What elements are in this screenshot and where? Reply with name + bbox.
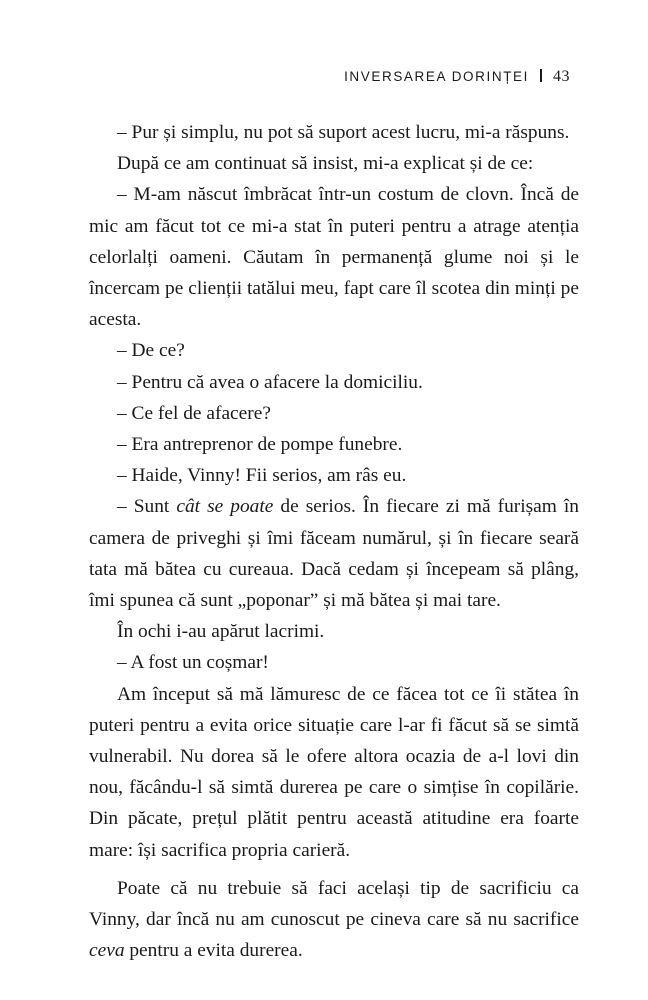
italic-text: ceva (89, 940, 125, 962)
paragraph (89, 873, 579, 967)
header-separator (540, 69, 542, 82)
chapter-title: INVERSAREA DORINȚEI (344, 69, 529, 84)
paragraph: – Pur și simplu, nu pot să suport acest lucru, mi-a răspuns. (117, 122, 570, 143)
paragraph: – M-am născut îmbrăcat într-un costum de clovn. Încă de mic am făcut tot ce mi-a stat în puteri pentru a atrage atenția celorlalți oameni. Căutam în permanență glume noi și le încercam pe clienții tatălui meu, fapt care îl scotea din minți pe acesta. (89, 184, 579, 331)
italic-text: cât se poate (176, 496, 274, 518)
paragraph: În ochi i-au apărut lacrimi. (117, 621, 325, 643)
body-text (89, 117, 579, 966)
page-number: 43 (553, 68, 570, 85)
paragraph (89, 491, 579, 616)
paragraph: După ce am continuat să insist, mi-a explicat și de ce: (117, 153, 534, 175)
paragraph: – De ce? (117, 340, 185, 362)
text-run: Poate că nu trebuie să faci același tip de sacrificiu ca Vinny, dar încă nu am cunoscut pe cineva care să nu sacrifice (89, 877, 579, 931)
paragraph: Am început să mă lămuresc de ce făcea tot ce îi stătea în puteri pentru a evita orice situație care l-ar fi făcut să se simtă vulnerabil. Nu dorea să le ofere altora ocazia de a-l lovi din nou, făcându-l să simtă durerea pe care o simțise în copilărie. Din păcate, prețul plătit pentru această atitudine era foarte mare: își sacrifica propria carieră. (89, 683, 579, 861)
text-run: – Sunt (117, 496, 177, 518)
text-run: de serios. În fiecare zi mă furișam în camera de priveghi și îmi făceam numărul, și în fiecare seară tata mă bătea cu cureaua. Dacă cedam și începeam să plâng, îmi spunea că sunt „poponar” și mă bătea și mai tare. (89, 496, 579, 612)
running-header (344, 68, 570, 86)
paragraph: – A fost un coșmar! (117, 652, 269, 674)
paragraph: – Ce fel de afacere? (117, 402, 271, 424)
paragraph: – Haide, Vinny! Fii serios, am râs eu. (117, 465, 407, 487)
paragraph: – Era antreprenor de pompe funebre. (117, 434, 403, 456)
text-run: pentru a evita durerea. (124, 940, 303, 962)
paragraph: – Pentru că avea o afacere la domiciliu. (117, 371, 423, 393)
